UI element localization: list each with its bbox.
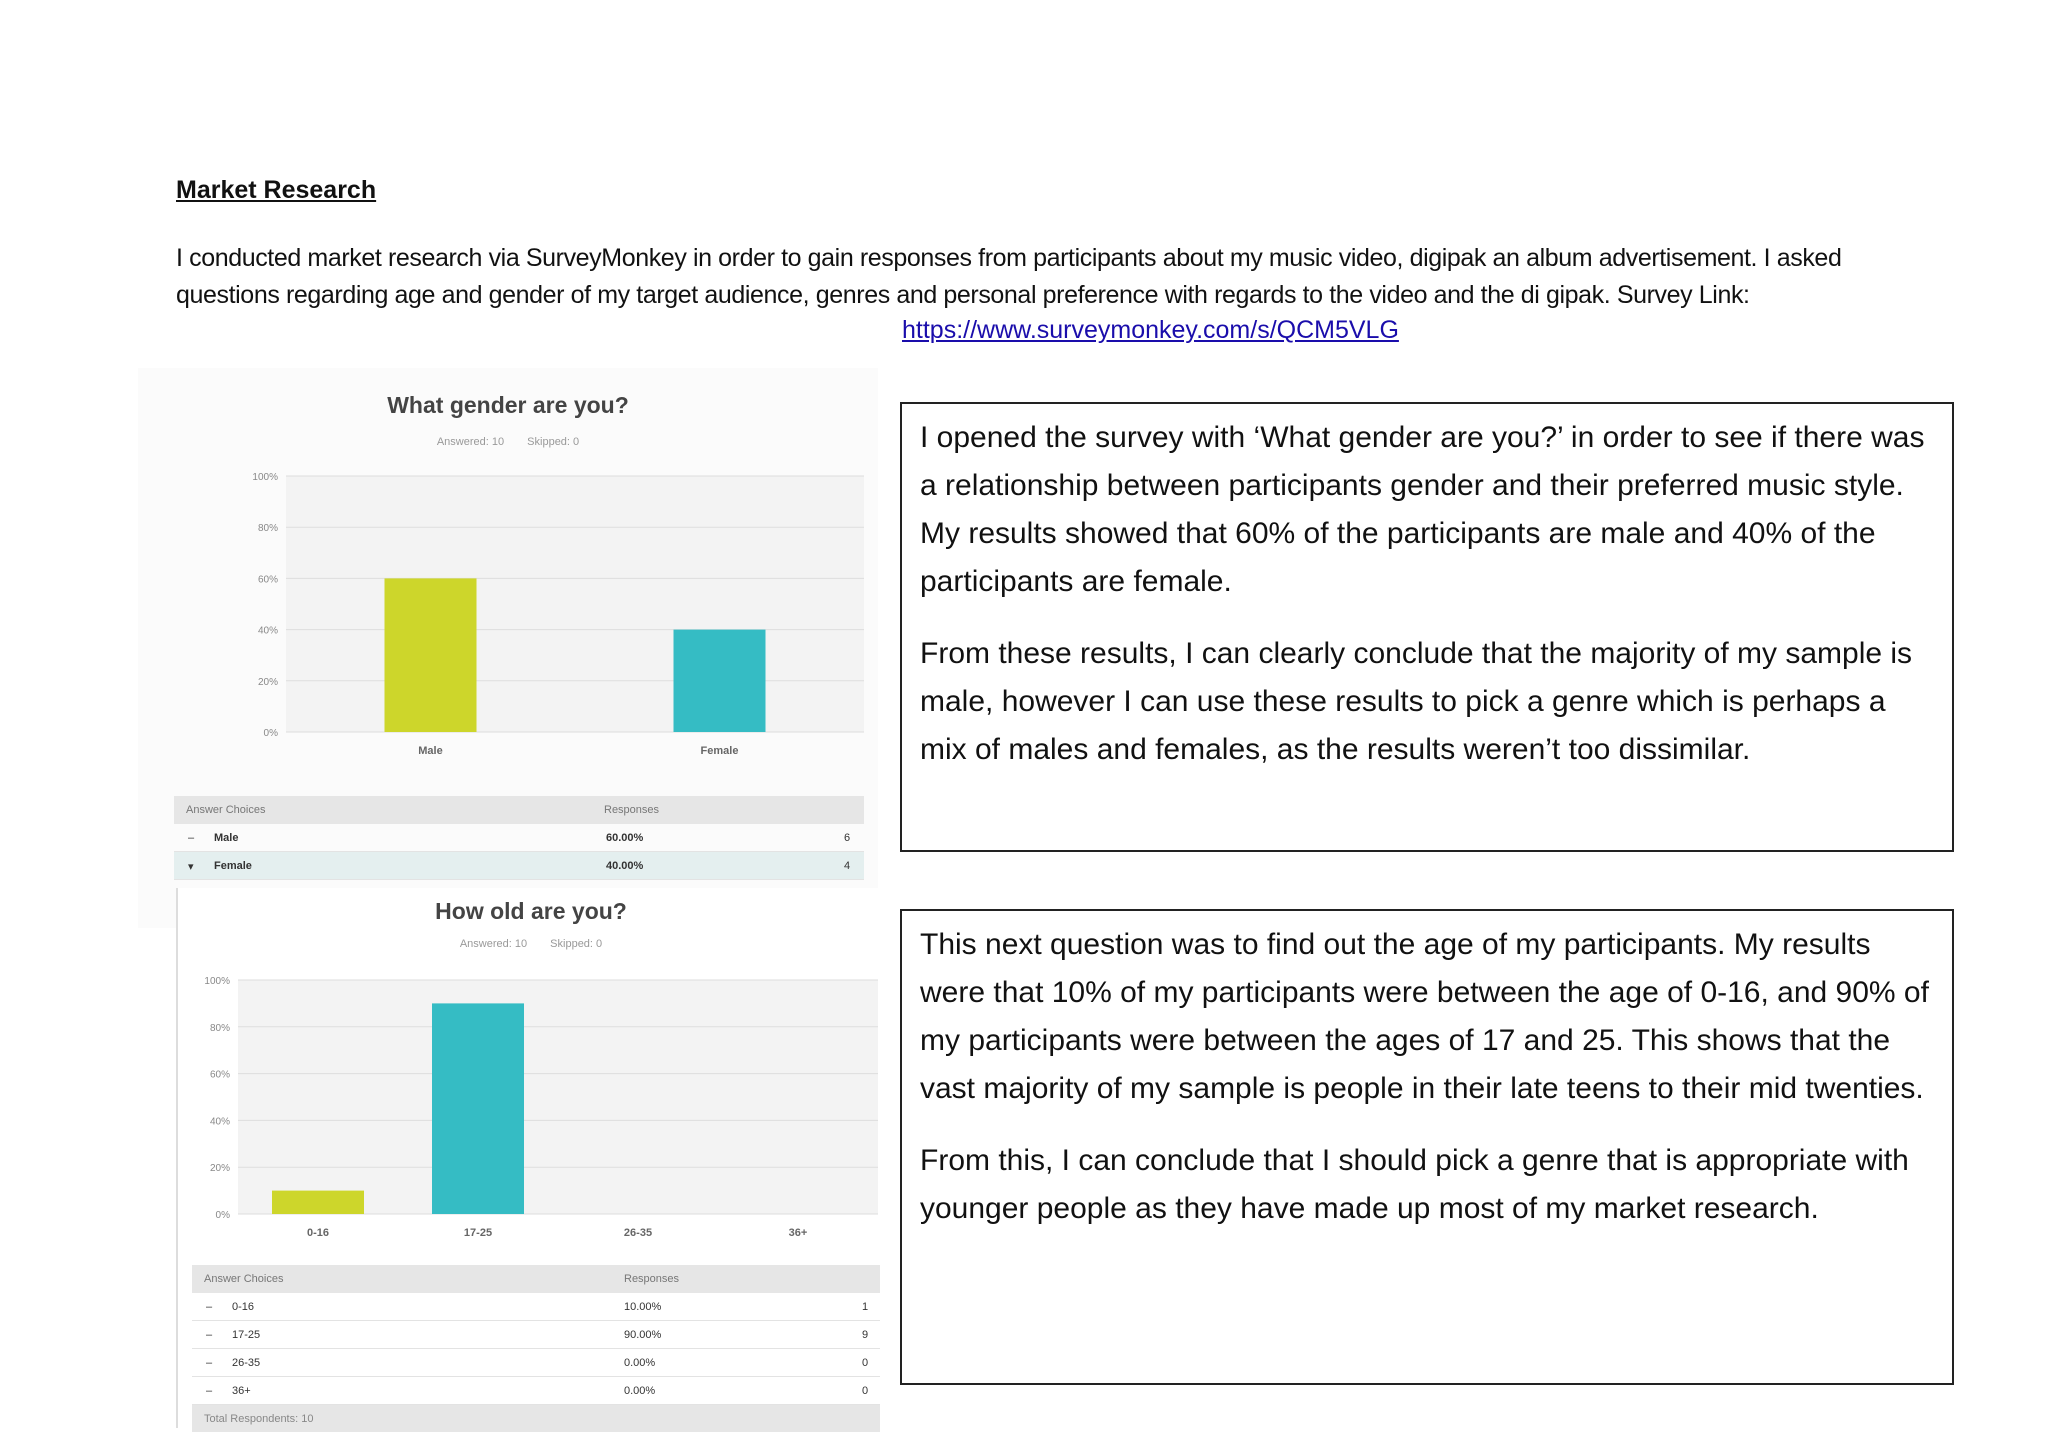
col-answer-choices: Answer Choices bbox=[186, 804, 266, 816]
gender-analysis-paragraph-1: I opened the survey with ‘What gender are you?’ in order to see if there was a relationship between participants gender and their preferred music style. My results showed that 60% of the participants are male and 40% of the participants are female. bbox=[920, 421, 1925, 598]
gender-chart-title: What gender are you? bbox=[387, 392, 629, 418]
choice-count: 1 bbox=[862, 1301, 869, 1313]
gender-analysis-box bbox=[900, 402, 1954, 852]
age-chart-screenshot bbox=[176, 888, 884, 1428]
expand-icon[interactable]: – bbox=[206, 1329, 213, 1341]
bar-0-16[interactable] bbox=[272, 1191, 364, 1214]
choice-count: 4 bbox=[844, 860, 851, 872]
x-tick-label: 17-25 bbox=[463, 1227, 493, 1239]
x-tick-label: Female bbox=[700, 745, 739, 757]
expand-icon[interactable]: – bbox=[206, 1385, 213, 1397]
choice-percent: 10.00% bbox=[624, 1301, 662, 1313]
table-row[interactable] bbox=[192, 1293, 880, 1321]
y-tick-label: 80% bbox=[209, 1022, 230, 1034]
x-tick-label: 26-35 bbox=[623, 1227, 653, 1239]
x-tick-label: Male bbox=[418, 745, 443, 757]
x-tick-label: 36+ bbox=[788, 1227, 808, 1239]
total-respondents: Total Respondents: 10 bbox=[204, 1413, 314, 1425]
gender-answered: Answered: 10 bbox=[436, 436, 505, 448]
y-tick-label: 40% bbox=[257, 625, 278, 637]
table-row[interactable] bbox=[192, 1321, 880, 1349]
col-answer-choices: Answer Choices bbox=[204, 1273, 284, 1285]
y-tick-label: 80% bbox=[257, 523, 278, 535]
plot-area bbox=[238, 980, 878, 1214]
expand-icon[interactable]: – bbox=[206, 1301, 213, 1313]
age-response-table bbox=[192, 1265, 880, 1432]
collapse-icon[interactable]: ▾ bbox=[188, 861, 194, 873]
age-answered: Answered: 10 bbox=[459, 938, 528, 950]
y-tick-label: 20% bbox=[257, 676, 278, 688]
bar-Male[interactable] bbox=[385, 578, 477, 732]
y-tick-label: 100% bbox=[252, 472, 278, 483]
gender-bar-chart bbox=[138, 368, 878, 768]
survey-link[interactable]: https://www.surveymonkey.com/s/QCM5VLG bbox=[902, 316, 1399, 344]
gender-chart-screenshot bbox=[138, 368, 878, 928]
gender-analysis-paragraph-2: From these results, I can clearly conclude that the majority of my sample is male, however I can use these results to pick a genre which is perhaps a mix of males and females, as the results weren’t too dissimilar. bbox=[920, 637, 1913, 766]
table-header-row bbox=[174, 796, 864, 824]
choice-label: 26-35 bbox=[232, 1357, 261, 1369]
y-tick-label: 40% bbox=[209, 1116, 230, 1128]
table-header-row bbox=[192, 1265, 880, 1293]
choice-percent: 40.00% bbox=[606, 860, 644, 872]
age-bar-chart bbox=[178, 888, 884, 1248]
table-row[interactable] bbox=[174, 824, 864, 852]
expand-icon[interactable]: – bbox=[188, 832, 195, 844]
choice-count: 0 bbox=[862, 1385, 869, 1397]
age-analysis-paragraph-1: This next question was to find out the age of my participants. My results were that 10% of my participants were between the age of 0-16, and 90% of my participants were between the ages of 17 and 25. This shows that the vast majority of my sample is people in their late teens to their mid twenties. bbox=[920, 928, 1929, 1105]
choice-count: 6 bbox=[844, 832, 851, 844]
age-chart-title: How old are you? bbox=[435, 898, 627, 924]
choice-label: 0-16 bbox=[232, 1301, 255, 1313]
y-tick-label: 100% bbox=[204, 976, 230, 987]
choice-percent: 0.00% bbox=[624, 1357, 656, 1369]
choice-count: 9 bbox=[862, 1329, 869, 1341]
table-footer-row bbox=[192, 1405, 880, 1432]
choice-percent: 90.00% bbox=[624, 1329, 662, 1341]
choice-label: Male bbox=[214, 832, 239, 844]
choice-label: 36+ bbox=[232, 1385, 251, 1397]
plot-area bbox=[286, 476, 864, 732]
y-tick-label: 20% bbox=[209, 1163, 230, 1175]
page-title: Market Research bbox=[176, 176, 377, 204]
bar-17-25[interactable] bbox=[432, 1003, 524, 1214]
choice-percent: 60.00% bbox=[606, 832, 644, 844]
table-row[interactable] bbox=[174, 852, 864, 880]
expand-icon[interactable]: – bbox=[206, 1357, 213, 1369]
y-tick-label: 0% bbox=[215, 1210, 230, 1221]
age-skipped: Skipped: 0 bbox=[550, 938, 603, 950]
col-responses: Responses bbox=[624, 1273, 680, 1285]
choice-label: 17-25 bbox=[232, 1329, 261, 1341]
intro-paragraph: I conducted market research via SurveyMonkey in order to gain responses from participants about my music video, digipak an album advertisement. I asked questions regarding age and gender of my target audience, genres and personal preference with regards to the video and the di gipak. Survey Link: bbox=[176, 244, 1842, 309]
choice-count: 0 bbox=[862, 1357, 869, 1369]
x-tick-label: 0-16 bbox=[306, 1227, 330, 1239]
gender-skipped: Skipped: 0 bbox=[527, 436, 580, 448]
bar-Female[interactable] bbox=[674, 630, 766, 732]
col-responses: Responses bbox=[604, 804, 660, 816]
table-row[interactable] bbox=[192, 1349, 880, 1377]
choice-percent: 0.00% bbox=[624, 1385, 656, 1397]
y-tick-label: 0% bbox=[263, 728, 278, 739]
y-tick-label: 60% bbox=[209, 1069, 230, 1081]
y-tick-label: 60% bbox=[257, 574, 278, 586]
age-analysis-box bbox=[900, 909, 1954, 1385]
choice-label: Female bbox=[214, 860, 252, 872]
gender-response-table bbox=[174, 796, 864, 880]
table-row[interactable] bbox=[192, 1377, 880, 1405]
age-analysis-paragraph-2: From this, I can conclude that I should pick a genre that is appropriate with younger people as they have made up most of my market research. bbox=[920, 1144, 1909, 1225]
